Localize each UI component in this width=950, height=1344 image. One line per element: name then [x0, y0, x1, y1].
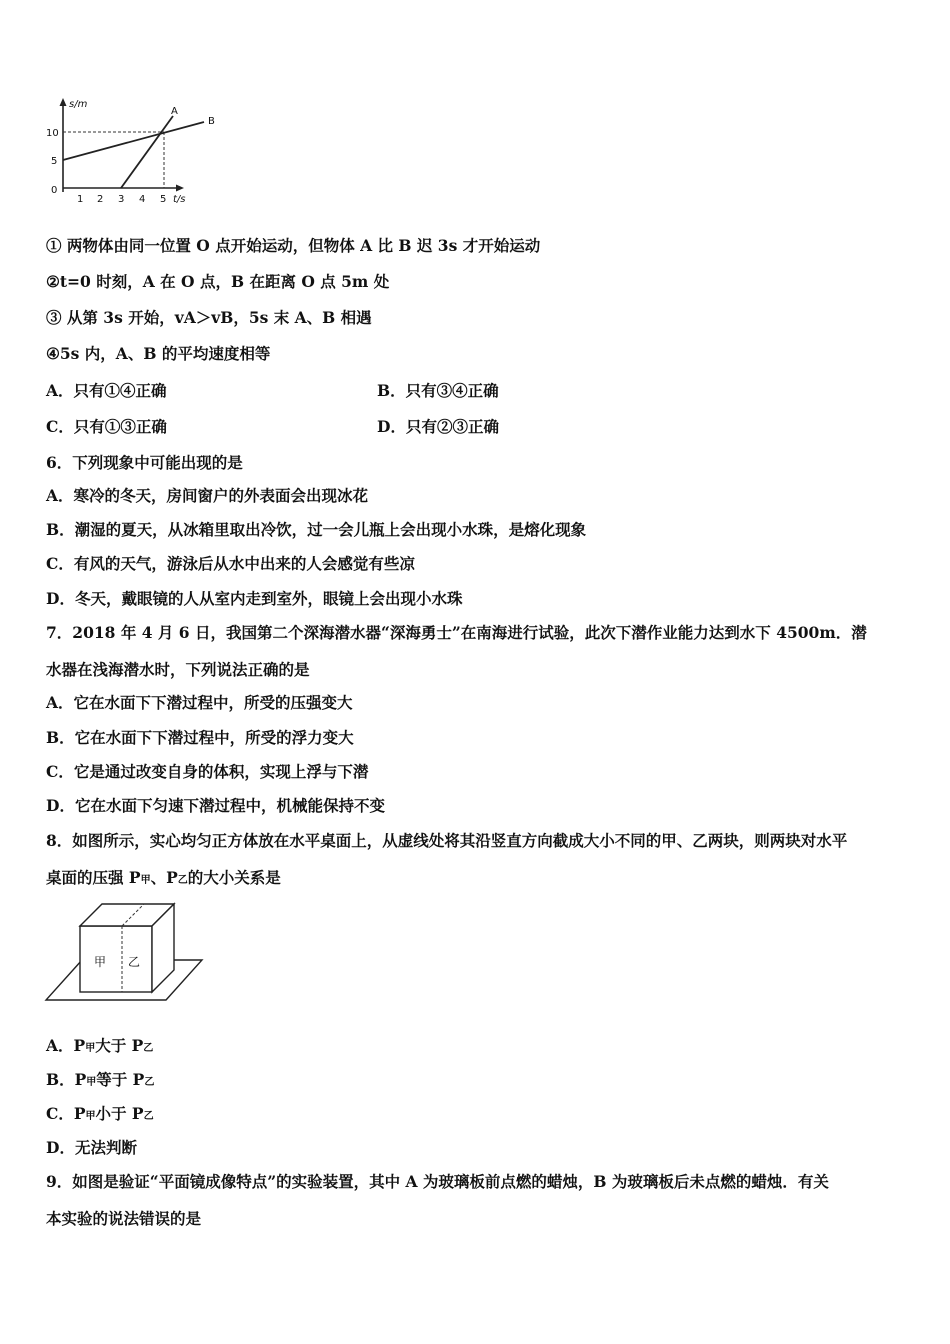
q7-option-c: C．它是通过改变自身的体积，实现上浮与下潜 — [46, 762, 369, 781]
x-axis-label: t/s — [173, 194, 186, 205]
line-b — [63, 122, 204, 160]
q8-a-mid: 大于 P — [95, 1036, 144, 1055]
x-axis-arrow — [176, 185, 184, 192]
q8-option-d: D．无法判断 — [46, 1138, 137, 1157]
x-tick-2: 2 — [97, 194, 104, 205]
q8-option-a — [46, 1035, 153, 1060]
q5-option-b: B．只有③④正确 — [377, 381, 499, 400]
st-graph — [40, 96, 230, 211]
q8-b-sub-yi: 乙 — [144, 1077, 155, 1088]
q5-option-c: C．只有①③正确 — [46, 417, 167, 436]
q6-option-c: C．有风的天气，游泳后从水中出来的人会感觉有些凉 — [46, 554, 415, 573]
q7-option-a: A．它在水面下下潜过程中，所受的压强变大 — [46, 693, 353, 712]
q6-option-a: A．寒冷的冬天，房间窗户的外表面会出现冰花 — [46, 486, 369, 505]
y-axis-arrow — [60, 98, 67, 106]
q8-stem-pre: 桌面的压强 P — [46, 868, 141, 887]
q7-stem-line1: 7．2018 年 4 月 6 日，我国第二个深海潜水器“深海勇士”在南海进行试验，此次下潜作业能力达到水下 4500m．潜 — [46, 623, 867, 642]
x-tick-3: 3 — [118, 194, 125, 205]
y-tick-0: 0 — [51, 185, 58, 196]
y-tick-5: 5 — [51, 156, 58, 167]
q8-option-b — [46, 1069, 154, 1094]
q8-b-mid: 等于 P — [96, 1070, 145, 1089]
q9-stem-line2: 本实验的说法错误的是 — [46, 1209, 202, 1228]
q7-stem-line2: 水器在浅海潜水时，下列说法正确的是 — [46, 660, 310, 679]
q5-option-d: D．只有②③正确 — [377, 417, 499, 436]
q8-b-sub-jia: 甲 — [86, 1077, 97, 1088]
line-a — [121, 116, 173, 188]
x-tick-1: 1 — [77, 194, 84, 205]
q6-stem: 6．下列现象中可能出现的是 — [46, 453, 243, 472]
q9-stem-line1: 9．如图是验证“平面镜成像特点”的实验装置，其中 A 为玻璃板前点燃的蜡烛，B 为玻璃板后未点燃的蜡烛．有关 — [46, 1172, 829, 1191]
cube-figure — [42, 900, 207, 1006]
q5-statement-2: ②t=0 时刻，A 在 O 点，B 在距离 O 点 5m 处 — [46, 272, 390, 291]
x-tick-5: 5 — [160, 194, 167, 205]
q8-c-sub-yi: 乙 — [143, 1111, 154, 1122]
q8-stem-line2 — [46, 867, 281, 892]
q8-a-sub-yi: 乙 — [143, 1043, 154, 1054]
label-yi: 乙 — [128, 955, 141, 969]
q5-option-a: A．只有①④正确 — [46, 381, 167, 400]
q5-statement-3: ③ 从第 3s 开始，vA＞vB，5s 末 A、B 相遇 — [46, 308, 372, 327]
q8-stem-line1: 8．如图所示，实心均匀正方体放在水平桌面上，从虚线处将其沿竖直方向截成大小不同的甲、乙两块，则两块对水平 — [46, 831, 848, 850]
q6-option-b: B．潮湿的夏天，从冰箱里取出冷饮，过一会儿瓶上会出现小水珠，是熔化现象 — [46, 520, 587, 539]
line-a-label: A — [171, 106, 178, 117]
q8-option-c — [46, 1103, 154, 1128]
label-jia: 甲 — [94, 955, 107, 969]
q8-c-pre: C．P — [46, 1104, 86, 1123]
y-axis-label: s/m — [69, 99, 88, 110]
q8-b-pre: B．P — [46, 1070, 87, 1089]
q7-option-d: D．它在水面下匀速下潜过程中，机械能保持不变 — [46, 796, 385, 815]
q7-option-b: B．它在水面下下潜过程中，所受的浮力变大 — [46, 728, 354, 747]
q6-option-d: D．冬天，戴眼镜的人从室内走到室外，眼镜上会出现小水珠 — [46, 589, 463, 608]
q8-a-pre: A．P — [46, 1036, 86, 1055]
y-tick-10: 10 — [46, 128, 59, 139]
q8-sub-jia: 甲 — [140, 875, 151, 886]
q8-stem-sep: 、P — [150, 868, 178, 887]
line-b-label: B — [208, 116, 215, 127]
q5-statement-4: ④5s 内，A、B 的平均速度相等 — [46, 344, 271, 363]
q8-a-sub-jia: 甲 — [85, 1043, 96, 1054]
x-tick-4: 4 — [139, 194, 146, 205]
cube-front — [80, 926, 152, 992]
q8-sub-yi: 乙 — [177, 875, 188, 886]
q8-stem-post: 的大小关系是 — [187, 868, 281, 887]
q8-c-sub-jia: 甲 — [85, 1111, 96, 1122]
q5-statement-1: ① 两物体由同一位置 O 点开始运动，但物体 A 比 B 迟 3s 才开始运动 — [46, 236, 541, 255]
q8-c-mid: 小于 P — [95, 1104, 144, 1123]
